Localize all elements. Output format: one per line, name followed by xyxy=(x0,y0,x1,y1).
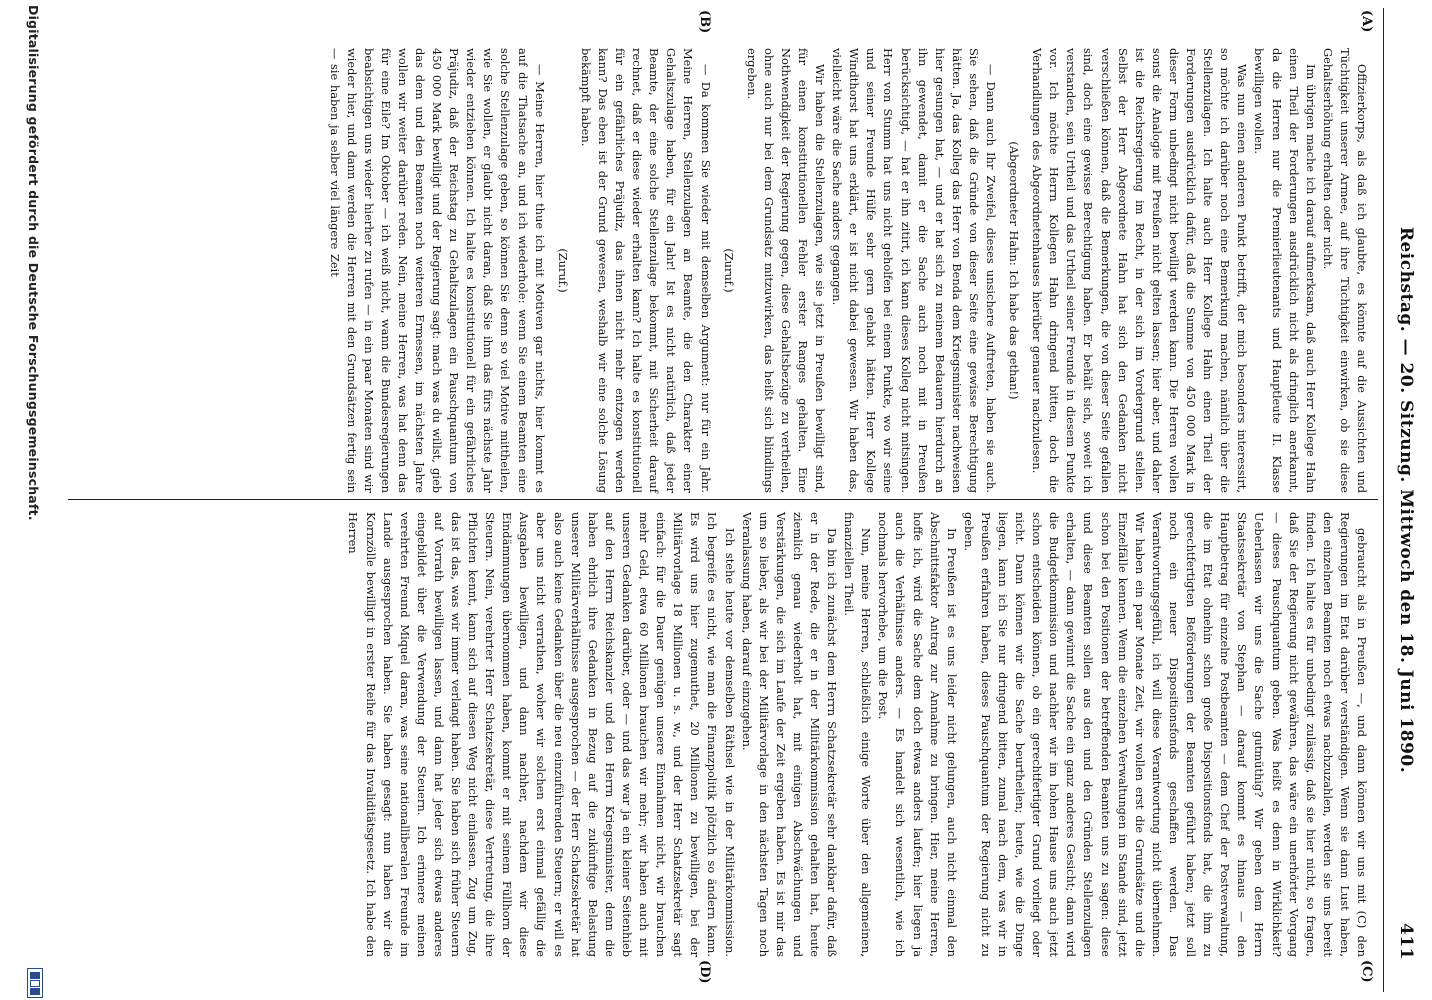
paragraph: — Meine Herren, hier thue ich mit Motiven gar nichts, hier kommt es auf die Thatsache an, und ich wiederhole: wenn Sie einem Beamten eine solche Stellenzulage geben, so können Sie denn so viel Motive mittheilen, wie Sie wollen, er glaubt nicht daran, daß Sie ihm das fürs nächste Jahr wieder entziehen können. Ich halte es konstitutionell für ein gefährliches Präjudiz, daß der Reichstag zu Gehaltszulagen ein Pauschquantum von 450 000 Mark bewilligt und der Regierung sagt: mach was du willst, gieb das dem und den Beamten noch weiteren Ermessen, im nächsten Jahre wollen wir weiter darüber reden. Nein, meine Herren, was hat denn das für eine Eile? Im Oktober — ich weiß nicht, wann die Bundesregierungen beabsichtigen uns wieder hierher zu rufen — in ein paar Monaten sind wir wieder hier, und dann werden die Herren mit den Grundsätzen fertig sein — sie haben ja selber viel längere Zeit xyxy=(327,48,547,493)
paragraph: Im übrigen mache ich darauf aufmerksam, daß auch Herr Kollege Hahn einen Theil der Forderungen ausdrücklich nicht als dringlich anerkannt, da die Herren nur die Premierlieutenants und Hauptleute II. Klasse bewilligen wollen. xyxy=(1252,48,1318,493)
margin-marker-d: (D) xyxy=(697,960,712,984)
header-rule xyxy=(1383,8,1384,992)
paragraph: Da bin ich zunächst dem Herrn Schatzsekretär sehr dankbar dafür, daß er in der Rede, die er in der Militärkommission gehalten hat, heute ziemlich genau wiederholt hat, mit einigen Abschwächungen und Verstärkungen, die sich im Laufe der Zeit ergeben haben. Es ist mir das um so lieber, als wir bei der Militärvorlage in den nächsten Tagen noch Veranlassung haben, darauf einzugehen. xyxy=(739,512,840,957)
interjection: (Abgeordneter Hahn: Ich habe das gethan!) xyxy=(1007,141,1022,400)
paragraph: Ich stehe heute vor demselben Räthsel wie in der Militärkommission. Ich begreife es nicht, wie man die Finanzpolitik plötzlich so ändern kann. Es wird uns hier zugemuthet, 20 Millionen zu bewilligen, bei der Militärvorlage 18 Millionen u. s. w., und der Herr Schatzsekretär sagt einfach: für die Dauer genügen unsere Einnahmen nicht, wir brauchen mehr Geld, etwa 60 Millionen brauchen wir mehr; wir haben auch mit unseren Gedanken darüber, oder — und das war ja ein kleiner Seitenhieb auf den Herrn Reichskanzler und den Herrn Kriegsminister, denn die haben ehrlich ihre Gedanken in Bezug auf die zukünftige Belastung unserer Militärverhältnisse ausgesprochen — der Herr Schatzsekretär hat also auch keine Gedanken über die neu einzuführenden Steuern; er will es aber uns nicht verrathen, woher wir solchen erst einmal gefällig die Ausgaben bewilligen, und dann nachher, nachdem wir diese Eindämmungen übernommen haben, kommt er mit seinem Füllhorn der Steuern. Nein, verehrter Herr Schatzsekretär, diese Vertretung, die ihre Pflichten kennt, kann sich auf diesen Weg nicht einlassen. Zug um Zug, das ist das, was wir immer verlangt haben. Sie haben sich früher Steuern auf Vorrath bewilligen lassen, und dann hat jeder sich etwas anderes eingebildet über die Verwendung der Steuern. Ich erinnere meinen verehrten Freund Miquel daran, was seine nationalliberalen Freunde im Lande ausgesprochen haben. Sie haben gesagt: nun haben wir die Kornzölle bewilligt in erster Reihe für das Invaliditätsgesetz. Ich habe den Herren xyxy=(346,512,737,957)
funding-note: Digitalisierung gefördert durch die Deutsche Forschungsgemeinschaft. xyxy=(26,5,41,521)
margin-marker-c: (C) xyxy=(1359,960,1374,983)
column-divider xyxy=(68,499,1378,500)
dfg-logo-icon xyxy=(27,968,43,998)
paragraph: Offizierkorps, als daß ich glaubte, es könnte auf die Aussichten und Tüchtigkeit unserer Armee, auf ihre Tüchtigkeit einwirken, ob sie diese Gehaltserhöhung erhalten oder nicht. xyxy=(1320,48,1369,493)
page-header xyxy=(1388,40,1418,960)
margin-marker-b: (B) xyxy=(697,10,712,34)
paragraph: Nun, meine Herren, schließlich einige Worte über den allgemeinen, finanziellen Theil. xyxy=(842,512,874,957)
interjection: (Zuruf.) xyxy=(721,248,736,293)
right-column xyxy=(344,512,1370,957)
margin-marker-a: (A) xyxy=(1359,10,1374,33)
paragraph: Wir haben die Stellenzulagen, wie sie jetzt in Preußen bewilligt sind, für einen konstitutionellen Fehler erster Ranges gehalten. Eine Nothwendigkeit der Regierung gegen, diese Gehaltsbezüge zu vertheilen, ohne auch nur bei dem Grundsatz mitzuwirken, das heißt sich blindlings ergeben. xyxy=(744,48,828,493)
paragraph: — Da kommen Sie wieder mit demselben Argument: nur für ein Jahr. Meine Herren, Stellenzulagen an Beamte, die den Charakter einer Gehaltszulage haben, für ein Jahr! Ist es nicht natürlich, daß jeder Beamte, der eine solche Stellenzulage bekommt, mit Sicherheit darauf rechnet, daß er diese wieder erhalten kann? Ich halte es konstitutionell für ein gefährliches Präjudiz, das ihnen nicht mehr entzogen werden kann? Das eben ist der Grund gewesen, weshalb wir eine solche Lösung bekämpft haben. xyxy=(578,48,713,493)
left-column xyxy=(325,48,1370,493)
paragraph: — Dann auch Ihr Zweifel, dieses unsichere Auftreten, haben sie auch. Sie sehen, daß die Gründe von dieser Seite eine gewisse Berechtigung hätten. Ja, das Kolleg das Herr von Benda dem Kriegsminister nachweisen hier gesungen hat, — und er hat sich zu meinem Bedauern hierdurch an ihn gewendet, damit er die Sache auch noch mit in Preußen berücksichtigt, — hat er ihn zitirt, ich kann dieses Kolleg nicht mitsingen. Herr von Stumm hat uns nicht geholfen bei einem Punkte, wo wir seine und seiner Freunde Hülfe sehr gern gehabt hätten. Herr Kollege Windthorst hat uns erklärt, er ist nicht dabei gewesen. Wir haben das, vielleicht wäre die Sache anders gegangen. xyxy=(830,48,999,493)
paragraph: gebraucht als in Preußen —, und dann können wir uns mit (C) den Regierungen im Etat darüber verständigen. Wenn sie dann Lust haben, den einzelnen Beamten noch etwas nachzuzahlen, werden sie uns bereit finden. Ich halte es für unbedingt zulässig, daß sie hier nicht, so fragen, daß Sie der Regierung nicht gewähren, das wäre ein unerhörter Vorgang — dieses Pauschquantum geben. Was heißt es denn in Wirklichkeit? Ueberlassen wir uns die Sache gutmüthig? Wir geben dem Herrn Staatssekretär von Stephan — darauf kommt es hinaus — den Hauptbetrag für einzelne Postbeamten — dem Chef der Postverwaltung, die im Etat ohnehin schon große Dispositionsfonds hat, die ihm zu gerechtfertigten Beförderungen der Beamten geführt haben; jetzt soll noch ein neuer Dispositionsfonds geschaffen werden. Das Verantwortungsgefühl, ich will diese Verantwortung nicht übernehmen. Wir haben ein paar Monate Zeit, wir wollen erst die Grundsätze und die Einzelfälle kennen. Wenn die einzelnen Verwaltungen im Stande sind, jetzt schon bei den Positionen der betreffenden Beamten uns zu sagen: diese und diese Beamten sollen aus den und den Gründen Stellenzulagen erhalten, — dann gewinnt die Sache ein ganz anderes Gesicht; dann wird die Budgetkommission und nachher wir im hohen Hause uns auch jetzt schon entscheiden können, ob ein gerechtfertigter Grund vorliegt oder nicht. Dann können wir die Sache beurtheilen; heute, wie die Dinge liegen, kann ich Sie nur dringend bitten, zumal nach dem, was wir in Preußen erfahren haben, dieses Pauschquantum der Regierung nicht zu geben. xyxy=(961,512,1369,957)
interjection: (Zuruf.) xyxy=(555,248,570,293)
paragraph: Was nun einen anderen Punkt betrifft, der mich besonders interessirt, so möchte ich darüber noch eine Bemerkung machen, nämlich über die Stellenzulagen. Ich halte auch Herr Kollege Hahn einen Theil der Forderungen ausdrücklich dafür, daß die Summe von 450 000 Mark in dieser Form unbedingt nicht bewilligt werden kann. Die Herren wollen sonst die Analogie mit Preußen nicht gelten lassen; hier aber, und daher ist die Reichsregierung im Recht, in der sich im Vordergrund stellen. Selbst der Herr Abgeordnete Hahn hat sich den Gedanken nicht verschließen können, daß die Bemerkungen, die von dieser Seite gefallen sind, doch eine gewisse Berechtigung haben. Er behält sich, soweit ich verstanden, sein Urtheil und das Urtheil seiner Freunde in diesem Punkte vor. Ich möchte Herrn Kollegen Hahn dringend bitten, doch die Verhandlungen des Abgeordnetenhauses hierüber genauer nachzulesen. xyxy=(1030,48,1250,493)
page-number-right: 411 xyxy=(1396,923,1416,960)
paragraph: In Preußen ist es uns leider nicht gelungen, auch nicht einmal den Abschnittsfaktor Antrag zur Annahme zu bringen. Hier, meine Herren, hoffe ich, wird die Sache dem doch etwas anders laufen; hier liegen ja auch die Verhältnisse anders. — Es handelt sich wesentlich, wie ich nochmals hervorhebe, um die Post. xyxy=(876,512,959,957)
digitization-footer xyxy=(10,0,55,1000)
header-title: Reichstag. — 20. Sitzung. Mittwoch den 18. Juni 1890. xyxy=(1396,226,1416,774)
